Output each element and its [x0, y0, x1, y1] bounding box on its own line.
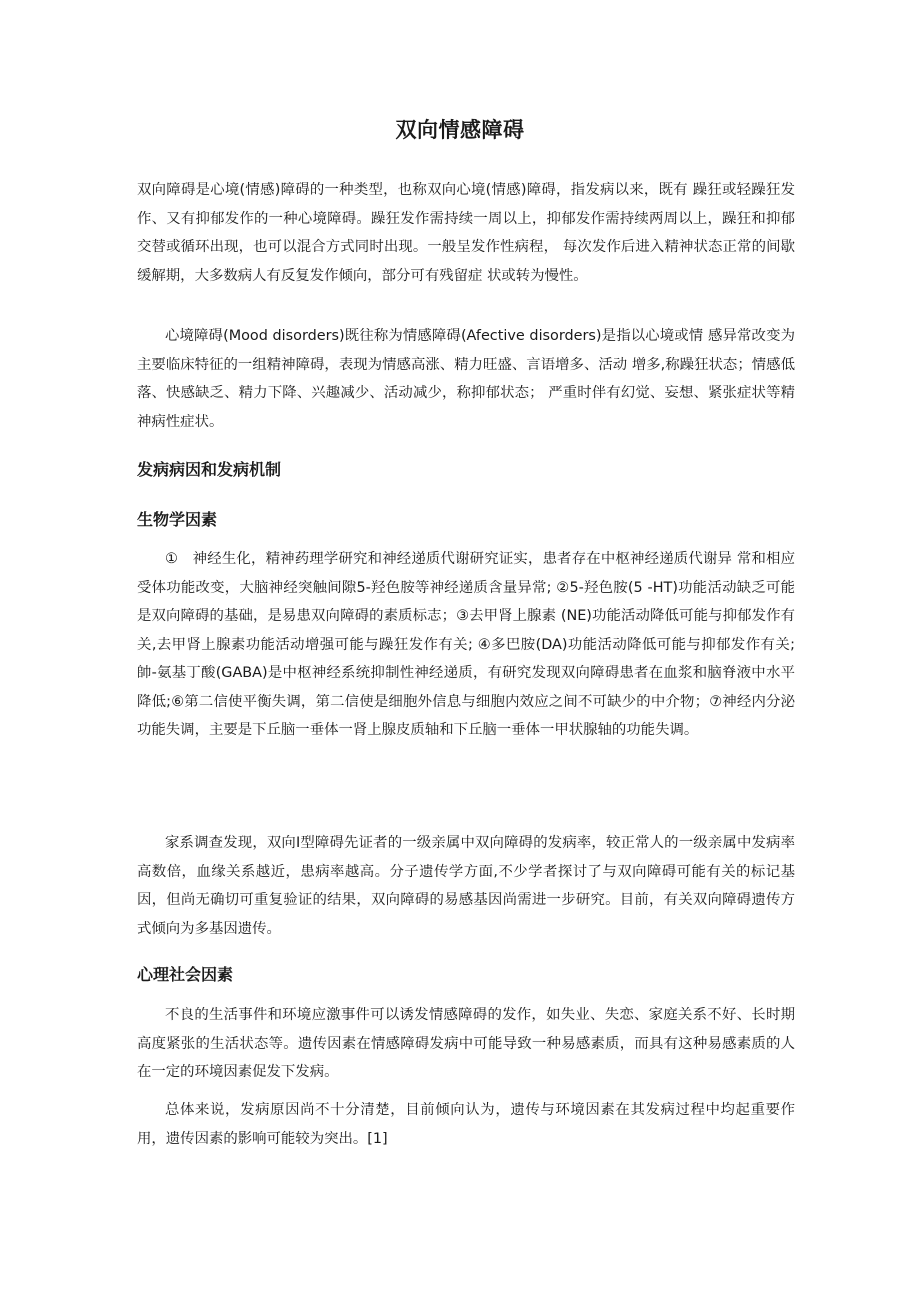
section-heading-biology: 生物学因素: [137, 510, 218, 529]
genetics-paragraph: 家系调查发现，双向I型障碍先证者的一级亲属中双向障碍的发病率，较正常人的一级亲属中发病率高数倍，血缘关系越近，患病率越高。分子遗传学方面,不少学者探讨了与双向障碍可能有关的标记基因，但尚无确切可重复验证的结果，双向障碍的易感基因尚需进一步研究。目前，有关双向障碍遗传方式倾向为多基因遗传。: [137, 835, 795, 937]
biology-paragraph: ① 神经生化，精神药理学研究和神经递质代谢研究证实，患者存在中枢神经递质代谢异 常和相应受体功能改变，大脑神经突触间隙5-羟色胺等神经递质含量异常; ②5-羟色胺(5 -HT)功能活动缺乏可能是双向障碍的基础，是易患双向障碍的素质标志；③去甲肾上腺素 (NE)功能活动降低可能与抑郁发作有关,去甲肾上腺素功能活动增强可能与躁狂发作有关; ④多巴胺(DA)功能活动降低可能与抑郁发作有关; 帥-氨基丁酸(GABA)是中枢神经系统抑制性神经递质，有研究发现双向障碍患者在血浆和脑脊液中水平降低;⑥第二信使平衡失调，第二信使是细胞外信息与细胞内效应之间不可缺少的中介物；⑦神经内分泌功能失调，主要是下丘脑一垂体一肾上腺皮质轴和下丘脑一垂体一甲状腺轴的功能失调。: [137, 551, 795, 738]
section-heading-etiology: 发病病因和发病机制: [137, 460, 282, 479]
psychosocial-paragraph-2: 总体来说，发病原因尚不十分清楚，目前倾向认为，遗传与环境因素在其发病过程中均起重要作用，遗传因素的影响可能较为突出。[1]: [137, 1102, 795, 1147]
document-title: 双向情感障碍: [395, 118, 525, 142]
psychosocial-paragraph-1: 不良的生活事件和环境应激事件可以诱发情感障碍的发作，如失业、失恋、家庭关系不好、长时期高度紧张的生活状态等。遗传因素在情感障碍发病中可能导致一种易感素质，而具有这种易感素质的人在一定的环境因素促发下发病。: [137, 1007, 795, 1080]
intro-paragraph-1: 双向障碍是心境(情感)障碍的一种类型，也称双向心境(情感)障碍，指发病以来，既有 躁狂或轻躁狂发作、又有抑郁发作的一种心境障碍。躁狂发作需持续一周以上，抑郁发作需持续两周以上，躁狂和抑郁交替或循环出现，也可以混合方式同时出现。一般呈发作性病程， 每次发作后进入精神状态正常的间歇缓解期，大多数病人有反复发作倾向，部分可有残留症 状或转为慢性。: [137, 182, 795, 284]
section-heading-psychosocial: 心理社会因素: [137, 965, 234, 984]
intro-paragraph-2: 心境障碍(Mood disorders)既往称为情感障碍(Afective disorders)是指以心境或情 感异常改变为主要临床特征的一组精神障碍，表现为情感高涨、精力旺盛、言语增多、活动 增多,称躁狂状态；情感低落、快感缺乏、精力下降、兴趣减少、活动减少，称抑郁状态； 严重时伴有幻觉、妄想、紧张症状等精神病性症状。: [137, 328, 795, 430]
